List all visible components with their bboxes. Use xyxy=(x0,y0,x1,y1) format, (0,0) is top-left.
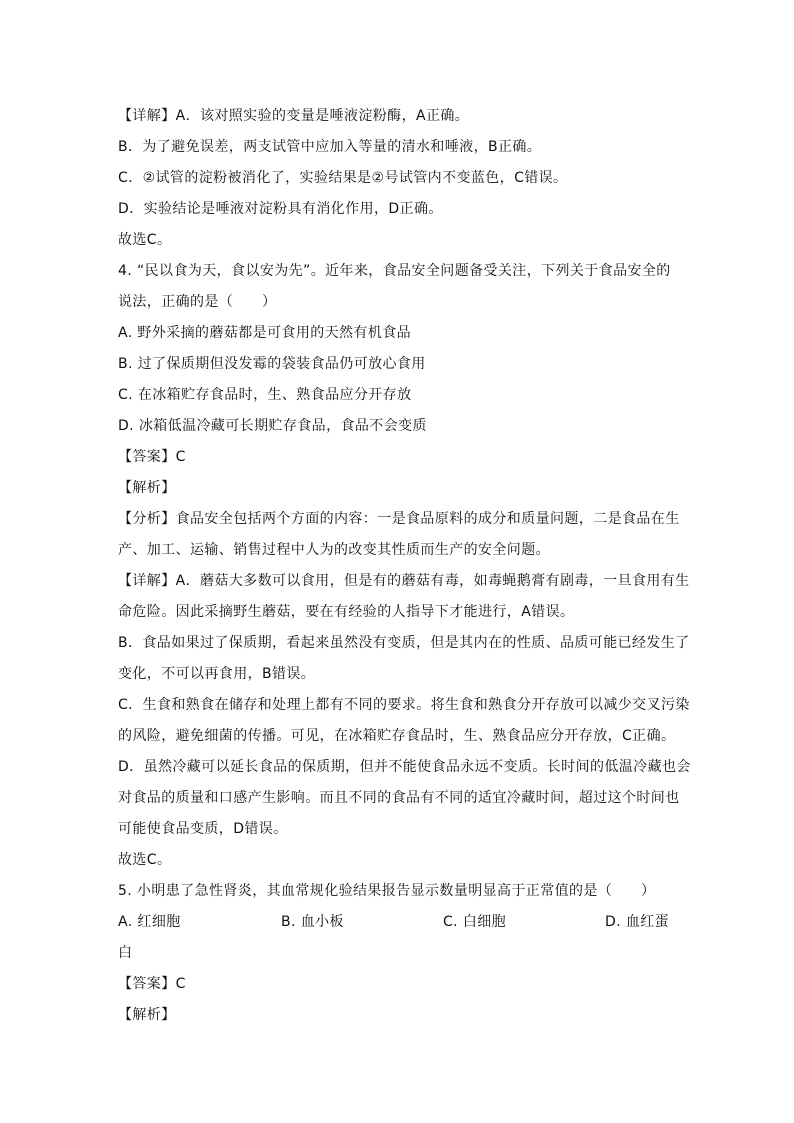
conclusion-line: 故选C。 xyxy=(118,232,172,248)
analysis-line: 产、加工、运输、销售过程中人为的改变其性质而生产的安全问题。 xyxy=(118,542,550,558)
explanation-line: 的风险，避免细菌的传播。可见，在冰箱贮存食品时，生、熟食品应分开存放，C正确。 xyxy=(118,728,676,744)
explanation-line: C．②试管的淀粉被消化了，实验结果是②号试管内不变蓝色，C错误。 xyxy=(118,170,568,186)
question-4-option-d: D. 冰箱低温冷藏可长期贮存食品，食品不会变质 xyxy=(118,418,427,434)
explanation-line: 可能使食品变质，D错误。 xyxy=(118,821,288,837)
document-page xyxy=(118,101,691,1031)
explanation-line: 【详解】A．蘑菇大多数可以食用，但是有的蘑菇有毒，如毒蝇鹅膏有剧毒，一旦食用有生 xyxy=(118,573,690,589)
explanation-line: D．虽然冷藏可以延长食品的保质期，但并不能使食品永远不变质。长时间的低温冷藏也会 xyxy=(118,759,691,775)
question-5-stem: 5. 小明患了急性肾炎，其血常规化验结果报告显示数量明显高于正常值的是（ ） xyxy=(118,883,656,899)
question-5-option-a: A. 红细胞 xyxy=(118,914,181,930)
question-4-option-a: A. 野外采摘的蘑菇都是可食用的天然有机食品 xyxy=(118,325,412,341)
explanation-line: 【详解】A．该对照实验的变量是唾液淀粉酶，A正确。 xyxy=(118,108,470,124)
explanation-line: B．为了避免误差，两支试管中应加入等量的清水和唾液，B正确。 xyxy=(118,139,542,155)
explanation-line: 对食品的质量和口感产生影响。而且不同的食品有不同的适宜冷藏时间，超过这个时间也 xyxy=(118,790,680,806)
analysis-line: 【分析】食品安全包括两个方面的内容：一是食品原料的成分和质量问题，二是食品在生 xyxy=(118,511,680,527)
explanation-line: 变化，不可以再食用，B错误。 xyxy=(118,666,316,682)
question-5-option-d-continuation: 白 xyxy=(118,945,133,961)
answer-label: 【答案】C xyxy=(118,976,186,992)
question-4-option-c: C. 在冰箱贮存食品时，生、熟食品应分开存放 xyxy=(118,387,412,403)
question-5-option-b: B. 血小板 xyxy=(281,914,344,930)
question-4-option-b: B. 过了保质期但没发霉的袋装食品仍可放心食用 xyxy=(118,356,426,372)
explanation-line: 命危险。因此采摘野生蘑菇，要在有经验的人指导下才能进行，A错误。 xyxy=(118,604,575,620)
explanation-line: D．实验结论是唾液对淀粉具有消化作用，D正确。 xyxy=(118,201,443,217)
question-4-stem: 说法，正确的是（ ） xyxy=(118,294,277,310)
explanation-line: B．食品如果过了保质期，看起来虽然没有变质，但是其内在的性质、品质可能已经发生了 xyxy=(118,635,690,651)
explanation-line: C．生食和熟食在储存和处理上都有不同的要求。将生食和熟食分开存放可以减少交叉污染 xyxy=(118,697,690,713)
question-5-option-d: D. 血红蛋 xyxy=(605,914,670,930)
question-5-options xyxy=(118,907,678,938)
analysis-heading: 【解析】 xyxy=(118,1007,176,1023)
question-5-option-c: C. 白细胞 xyxy=(443,914,507,930)
analysis-heading: 【解析】 xyxy=(118,480,176,496)
question-4-stem: 4. “民以食为天，食以安为先”。近年来，食品安全问题备受关注，下列关于食品安全的 xyxy=(118,263,671,279)
answer-label: 【答案】C xyxy=(118,449,186,465)
conclusion-line: 故选C。 xyxy=(118,852,172,868)
